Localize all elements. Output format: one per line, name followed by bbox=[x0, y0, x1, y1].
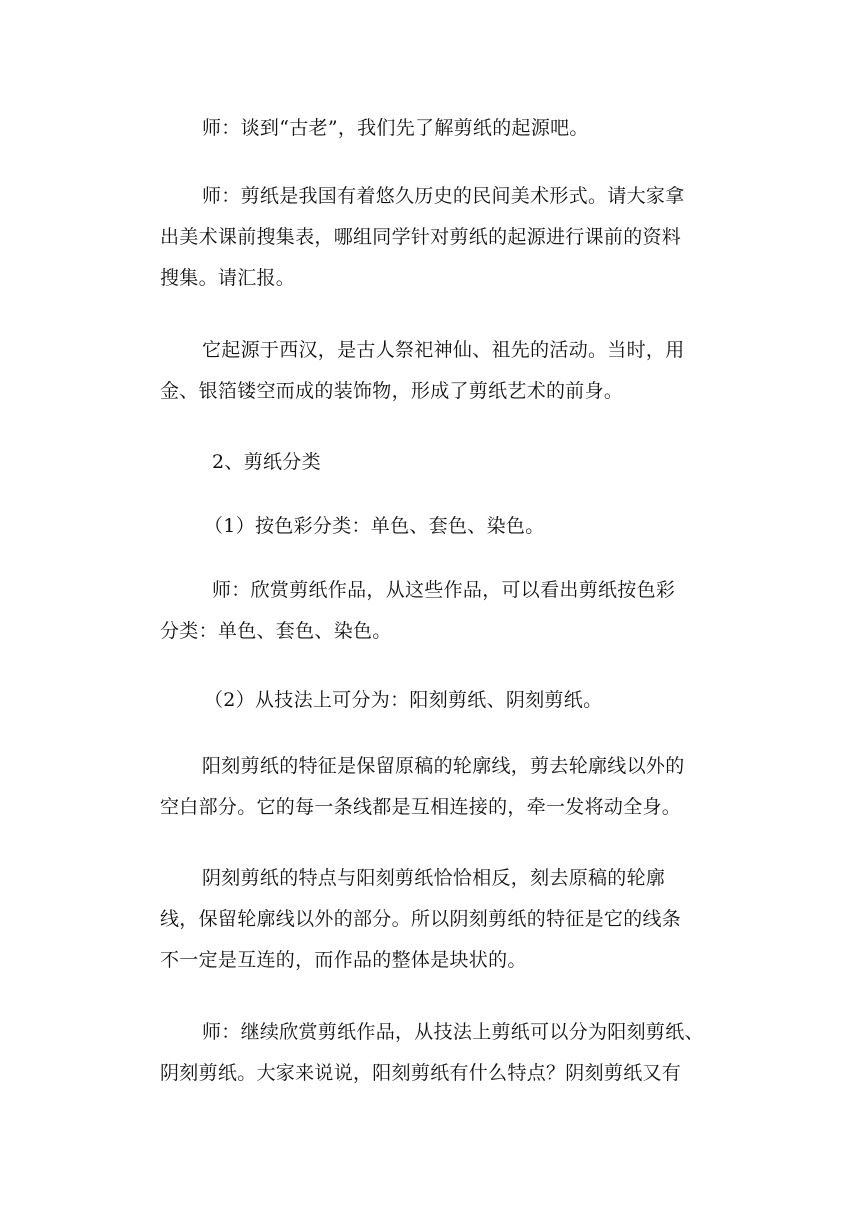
paragraph-line: 阴刻剪纸。大家来说说，阳刻剪纸有什么特点？阴刻剪纸又有 bbox=[160, 1062, 682, 1084]
paragraph-origin-answer bbox=[160, 330, 700, 412]
paragraph-line: 出美术课前搜集表，哪组同学针对剪纸的起源进行课前的资料 bbox=[160, 226, 682, 248]
paragraph-yang-ke-features bbox=[160, 746, 700, 828]
paragraph-line: 师：谈到“古老”，我们先了解剪纸的起源吧。 bbox=[202, 117, 589, 139]
paragraph-line: 它起源于西汉，是古人祭祀神仙、祖先的活动。当时，用 bbox=[202, 339, 685, 361]
paragraph-line: （2）从技法上可分为：阳刻剪纸、阴刻剪纸。 bbox=[204, 689, 603, 711]
paragraph-technique-classification bbox=[160, 680, 700, 721]
paragraph-line: 师：欣赏剪纸作品，从这些作品，可以看出剪纸按色彩 bbox=[212, 579, 676, 601]
paragraph-line: 搜集。请汇报。 bbox=[160, 267, 296, 289]
paragraph-yin-ke-features bbox=[160, 858, 700, 981]
paragraph-paper-cutting-history bbox=[160, 176, 700, 299]
paragraph-line: 分类：单色、套色、染色。 bbox=[160, 620, 392, 642]
paragraph-line: 空白部分。它的每一条线都是互相连接的，牵一发将动全身。 bbox=[160, 796, 682, 818]
paragraph-origin-intro bbox=[160, 108, 700, 149]
paragraph-continue-appreciation bbox=[160, 1012, 704, 1094]
paragraph-appreciate-works bbox=[160, 570, 700, 652]
paragraph-line: 线，保留轮廓线以外的部分。所以阴刻剪纸的特征是它的线条 bbox=[160, 908, 682, 930]
paragraph-line: 阴刻剪纸的特点与阳刻剪纸恰恰相反，刻去原稿的轮廓 bbox=[202, 867, 666, 889]
paragraph-color-classification bbox=[160, 506, 700, 547]
paragraph-line: 师：剪纸是我国有着悠久历史的民间美术形式。请大家拿 bbox=[202, 185, 685, 207]
paragraph-line: 阳刻剪纸的特征是保留原稿的轮廓线，剪去轮廓线以外的 bbox=[202, 755, 685, 777]
paragraph-line: 2、剪纸分类 bbox=[212, 451, 321, 473]
paragraph-line: （1）按色彩分类：单色、套色、染色。 bbox=[204, 515, 545, 537]
section-heading-classification bbox=[160, 442, 700, 483]
paragraph-line: 金、银箔镂空而成的装饰物，形成了剪纸艺术的前身。 bbox=[160, 380, 624, 402]
paragraph-line: 不一定是互连的，而作品的整体是块状的。 bbox=[160, 949, 527, 971]
paragraph-line: 师：继续欣赏剪纸作品，从技法上剪纸可以分为阳刻剪纸、 bbox=[202, 1021, 704, 1043]
